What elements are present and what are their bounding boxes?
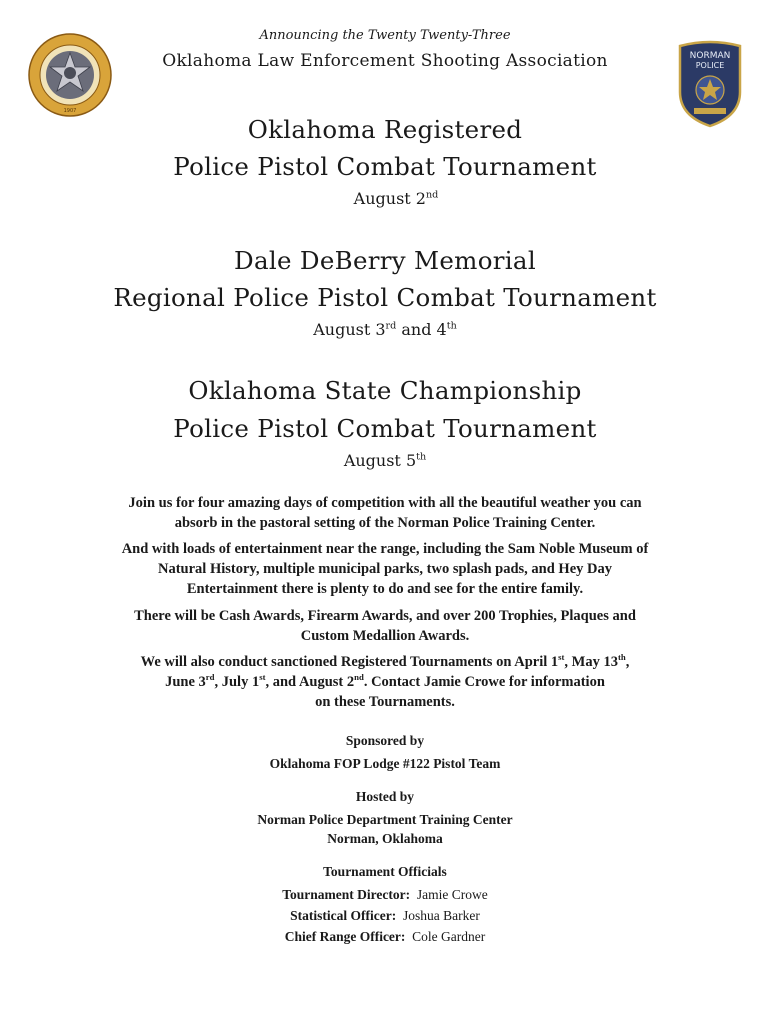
announcement-line: Announcing the Twenty Twenty-Three [259,28,511,43]
officials-label: Tournament Officials [323,864,447,879]
svg-text:NORMAN: NORMAN [689,51,731,61]
event-2-title-line2: Regional Police Pistol Combat Tournament [113,283,657,312]
association-name: Oklahoma Law Enforcement Shooting Association [162,51,608,71]
event-2-title-line1: Dale DeBerry Memorial [234,246,536,275]
sponsor-label: Sponsored by [345,733,425,748]
paragraph-entertainment: And with loads of entertainment near the range, including the Sam Noble Museum of Natural History, multiple municipal parks, two splash pads, and Hey Day Entertainment there is plenty to do and see for the entire family. [121,541,649,597]
event-3-title-line2: Police Pistol Combat Tournament [173,414,597,443]
event-1-title-line1: Oklahoma Registered [247,115,523,144]
official-row: Chief Range Officer: Cole Gardner [284,929,486,944]
event-1-title-line2: Police Pistol Combat Tournament [173,152,597,181]
paragraph-awards: There will be Cash Awards, Firearm Awards, and over 200 Trophies, Plaques and Custom Medallion Awards. [134,608,636,644]
sponsor-name: Oklahoma FOP Lodge #122 Pistol Team [269,756,501,771]
svg-text:1907: 1907 [63,108,77,114]
host-location: Norman, Oklahoma [327,831,443,846]
event-3-title-line1: Oklahoma State Championship [188,376,582,405]
oklahoma-state-seal-icon [28,33,112,117]
official-row: Statistical Officer: Joshua Barker [290,908,480,923]
paragraph-registered-tournaments: We will also conduct sanctioned Registered Tournaments on April 1st, May 13th, June 3rd, July 1st, and August 2nd. Contact Jamie Crowe for information on these Tournaments. [140,652,630,710]
paragraph-intro: Join us for four amazing days of competition with all the beautiful weather you can absorb in the pastoral setting of the Norman Police Training Center. [128,495,642,531]
event-3-date: August 5th [343,451,427,470]
host-label: Hosted by [355,789,415,804]
official-row: Tournament Director: Jamie Crowe [282,887,488,902]
svg-text:POLICE: POLICE [695,61,725,70]
event-2-date: August 3rd and 4th [313,320,457,339]
host-name: Norman Police Department Training Center [257,812,513,827]
event-1-date: August 2nd [353,189,439,208]
